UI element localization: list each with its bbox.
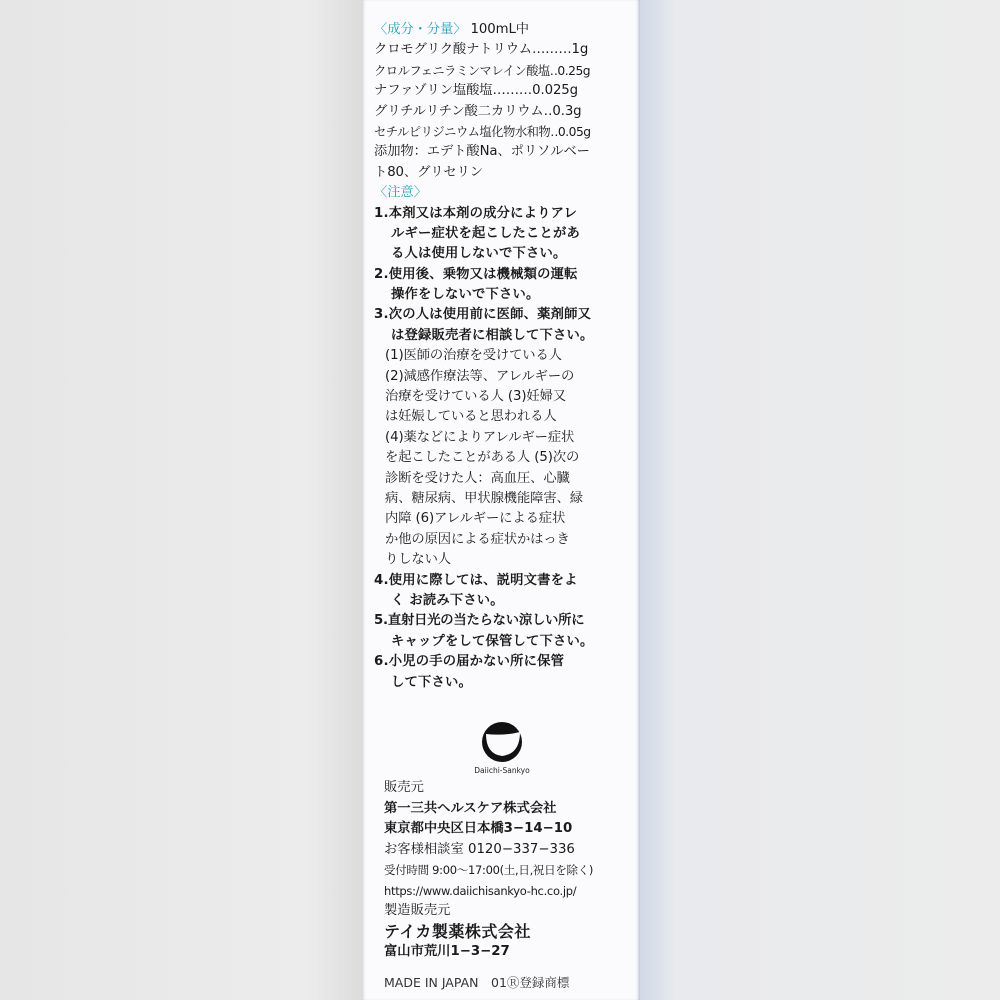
manufacturer-address: 富山市荒川1−3−27 xyxy=(384,944,510,959)
caution-line: を起こしたことがある人 (5)次の xyxy=(385,450,580,466)
additives-line: ト80、グリセリン xyxy=(374,164,483,180)
seller-company: 第一三共ヘルスケア株式会社 xyxy=(384,800,557,816)
caution-line: (1)医師の治療を受けている人 xyxy=(385,348,562,364)
caution-line: 5.直射日光の当たらない涼しい所に xyxy=(374,613,585,629)
ingredients-heading-line xyxy=(374,20,636,40)
seller-phone: お客様相談室 0120−337−336 xyxy=(384,841,575,857)
seller-address: 東京都中央区日本橋3−14−10 xyxy=(384,821,573,836)
caution-line: (2)減感作療法等、アレルギーの xyxy=(385,368,575,384)
caution-line: 診断を受けた人：高血圧、心臓 xyxy=(385,470,570,486)
daiichi-sankyo-logo-icon xyxy=(480,720,524,764)
logo-wordmark: Daiichi-Sankyo xyxy=(474,766,530,775)
company-info xyxy=(384,778,634,963)
background-right xyxy=(640,0,1000,1000)
cautions-list xyxy=(374,204,636,693)
background-left xyxy=(0,0,362,1000)
ingredient-item: セチルピリジニウム塩化物水和物‥0.05g xyxy=(374,124,591,139)
caution-line: 3.次の人は使用前に医師、薬剤師又 xyxy=(374,307,592,323)
manufacturer-label: 製造販売元 xyxy=(384,903,451,918)
made-in-japan: MADE IN JAPAN 01Ⓡ登録商標 xyxy=(384,975,570,990)
ingredient-item: ナファゾリン塩酸塩………0.025g xyxy=(374,83,579,99)
cautions-heading: 〈注意〉 xyxy=(374,185,427,201)
caution-line: して下さい。 xyxy=(391,674,472,690)
caution-line: 1.本剤又は本剤の成分によりアレ xyxy=(374,205,578,221)
caution-line: る人は使用しないで下さい。 xyxy=(391,246,567,262)
ingredients-heading: 〈成分・分量〉 xyxy=(374,22,467,37)
daiichi-sankyo-logo xyxy=(470,720,534,784)
caution-line: 6.小児の手の届かない所に保管 xyxy=(374,654,565,670)
caution-line: ルギー症状を起こしたことがあ xyxy=(391,225,580,241)
seller-hours: 受付時間 9:00〜17:00(土,日,祝日を除く) xyxy=(384,863,594,877)
seller-label: 販売元 xyxy=(384,780,424,795)
ingredient-item: クロモグリク酸ナトリウム………1g xyxy=(374,42,589,58)
caution-line: は妊娠していると思われる人 xyxy=(385,409,557,425)
caution-line: 内障 (6)アレルギーによる症状 xyxy=(385,511,566,527)
ingredient-item: グリチルリチン酸二カリウム‥0.3g xyxy=(374,103,582,119)
label-text xyxy=(374,20,636,693)
manufacturer-company: テイカ製薬株式会社 xyxy=(384,921,531,941)
caution-line: か他の原因による症状かはっき xyxy=(385,531,570,547)
caution-line: く お読み下さい。 xyxy=(391,592,504,608)
caution-line: は登録販売者に相談して下さい。 xyxy=(391,327,594,343)
caution-line: 4.使用に際しては、説明文書をよ xyxy=(374,572,578,588)
caution-line: 治療を受けている人 (3)妊婦又 xyxy=(385,389,567,405)
caution-line: キャップをして保管して下さい。 xyxy=(391,633,594,649)
caution-line: 2.使用後、乗物又は機械類の運転 xyxy=(374,266,578,282)
seller-url: https://www.daiichisankyo-hc.co.jp/ xyxy=(384,883,577,898)
caution-line: りしない人 xyxy=(385,552,451,568)
caution-line: 病、糖尿病、甲状腺機能障害、緑 xyxy=(385,490,583,506)
ingredient-item: クロルフェニラミンマレイン酸塩‥0.25g xyxy=(374,63,591,78)
ingredients-amount: 100mL中 xyxy=(470,22,529,37)
additives-line: 添加物：エデト酸Na、ポリソルベー xyxy=(374,144,590,160)
caution-line: 操作をしないで下さい。 xyxy=(391,287,540,303)
caution-line: (4)薬などによりアレルギー症状 xyxy=(385,429,575,445)
